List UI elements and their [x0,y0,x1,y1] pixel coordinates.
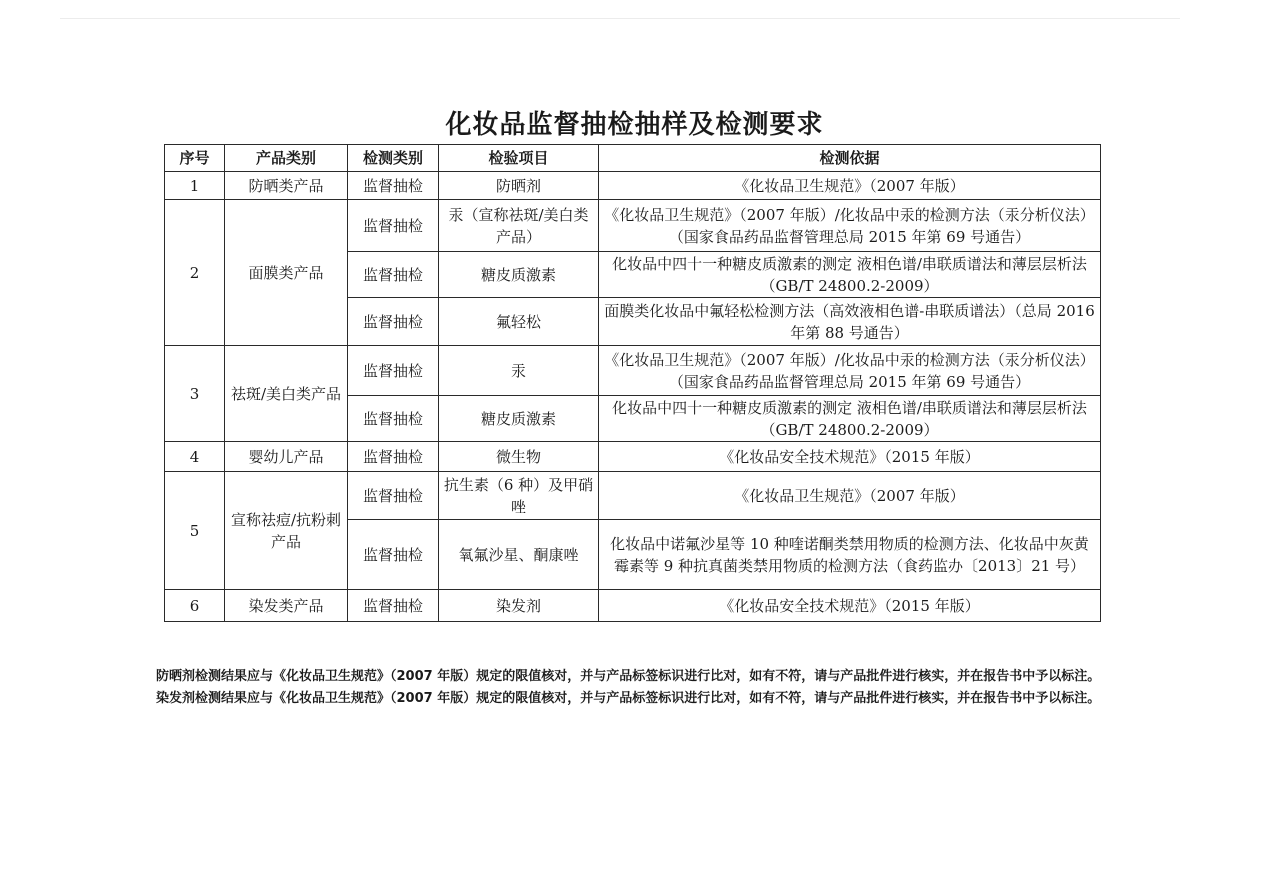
row-basis: 化妆品中四十一种糖皮质激素的测定 液相色谱/串联质谱法和薄层层析法（GB/T 24800.2-2009） [599,252,1101,298]
header-type: 检测类别 [348,145,439,172]
row-item: 糖皮质激素 [439,252,599,298]
row-basis: 《化妆品卫生规范》（2007 年版） [599,172,1101,200]
row-no: 4 [165,442,225,472]
row-type: 监督抽检 [348,472,439,520]
row-no: 1 [165,172,225,200]
table-row [165,442,1101,472]
header-item: 检验项目 [439,145,599,172]
row-type: 监督抽检 [348,396,439,442]
table-row [165,472,1101,520]
row-item: 抗生素（6 种）及甲硝唑 [439,472,599,520]
row-basis: 面膜类化妆品中氟轻松检测方法（高效液相色谱-串联质谱法）（总局 2016 年第 88 号通告） [599,298,1101,346]
row-category: 面膜类产品 [225,200,348,346]
note-sunscreen: 防晒剂检测结果应与《化妆品卫生规范》（2007 年版）规定的限值核对，并与产品标签标识进行比对，如有不符，请与产品批件进行核实，并在报告书中予以标注。 [156,669,1101,684]
row-type: 监督抽检 [348,346,439,396]
row-category: 婴幼儿产品 [225,442,348,472]
row-category: 宣称祛痘/抗粉刺产品 [225,472,348,590]
header-no: 序号 [165,145,225,172]
row-type: 监督抽检 [348,520,439,590]
table-row [165,346,1101,396]
table-row [165,172,1101,200]
row-category: 染发类产品 [225,590,348,622]
note-hair-dye: 染发剂检测结果应与《化妆品卫生规范》（2007 年版）规定的限值核对，并与产品标签标识进行比对，如有不符，请与产品批件进行核实，并在报告书中予以标注。 [156,691,1101,706]
row-no: 6 [165,590,225,622]
row-category: 防晒类产品 [225,172,348,200]
header-category: 产品类别 [225,145,348,172]
row-type: 监督抽检 [348,252,439,298]
row-item: 微生物 [439,442,599,472]
scan-edge-line [60,18,1180,19]
row-basis: 《化妆品安全技术规范》（2015 年版） [599,442,1101,472]
row-item: 氟轻松 [439,298,599,346]
row-no: 3 [165,346,225,442]
row-category: 祛斑/美白类产品 [225,346,348,442]
row-type: 监督抽检 [348,200,439,252]
table-row [165,200,1101,252]
row-basis: 《化妆品安全技术规范》（2015 年版） [599,590,1101,622]
row-item: 汞（宣称祛斑/美白类产品） [439,200,599,252]
document-title: 化妆品监督抽检抽样及检测要求 [445,110,824,140]
row-basis: 《化妆品卫生规范》（2007 年版）/化妆品中汞的检测方法（汞分析仪法）（国家食品药品监督管理总局 2015 年第 69 号通告） [599,200,1101,252]
requirements-table [164,144,1101,622]
row-no: 5 [165,472,225,590]
row-type: 监督抽检 [348,442,439,472]
table-row [165,590,1101,622]
row-item: 氧氟沙星、酮康唑 [439,520,599,590]
row-no: 2 [165,200,225,346]
row-type: 监督抽检 [348,590,439,622]
row-type: 监督抽检 [348,298,439,346]
row-item: 染发剂 [439,590,599,622]
row-type: 监督抽检 [348,172,439,200]
row-item: 汞 [439,346,599,396]
notes-section [130,666,1170,710]
row-basis: 化妆品中诺氟沙星等 10 种喹诺酮类禁用物质的检测方法、化妆品中灰黄霉素等 9 种抗真菌类禁用物质的检测方法（食药监办〔2013〕21 号） [599,520,1101,590]
row-item: 糖皮质激素 [439,396,599,442]
header-basis: 检测依据 [599,145,1101,172]
row-basis: 化妆品中四十一种糖皮质激素的测定 液相色谱/串联质谱法和薄层层析法（GB/T 24800.2-2009） [599,396,1101,442]
table-header-row [165,145,1101,172]
row-basis: 《化妆品卫生规范》（2007 年版） [599,472,1101,520]
row-basis: 《化妆品卫生规范》（2007 年版）/化妆品中汞的检测方法（汞分析仪法）（国家食品药品监督管理总局 2015 年第 69 号通告） [599,346,1101,396]
row-item: 防晒剂 [439,172,599,200]
